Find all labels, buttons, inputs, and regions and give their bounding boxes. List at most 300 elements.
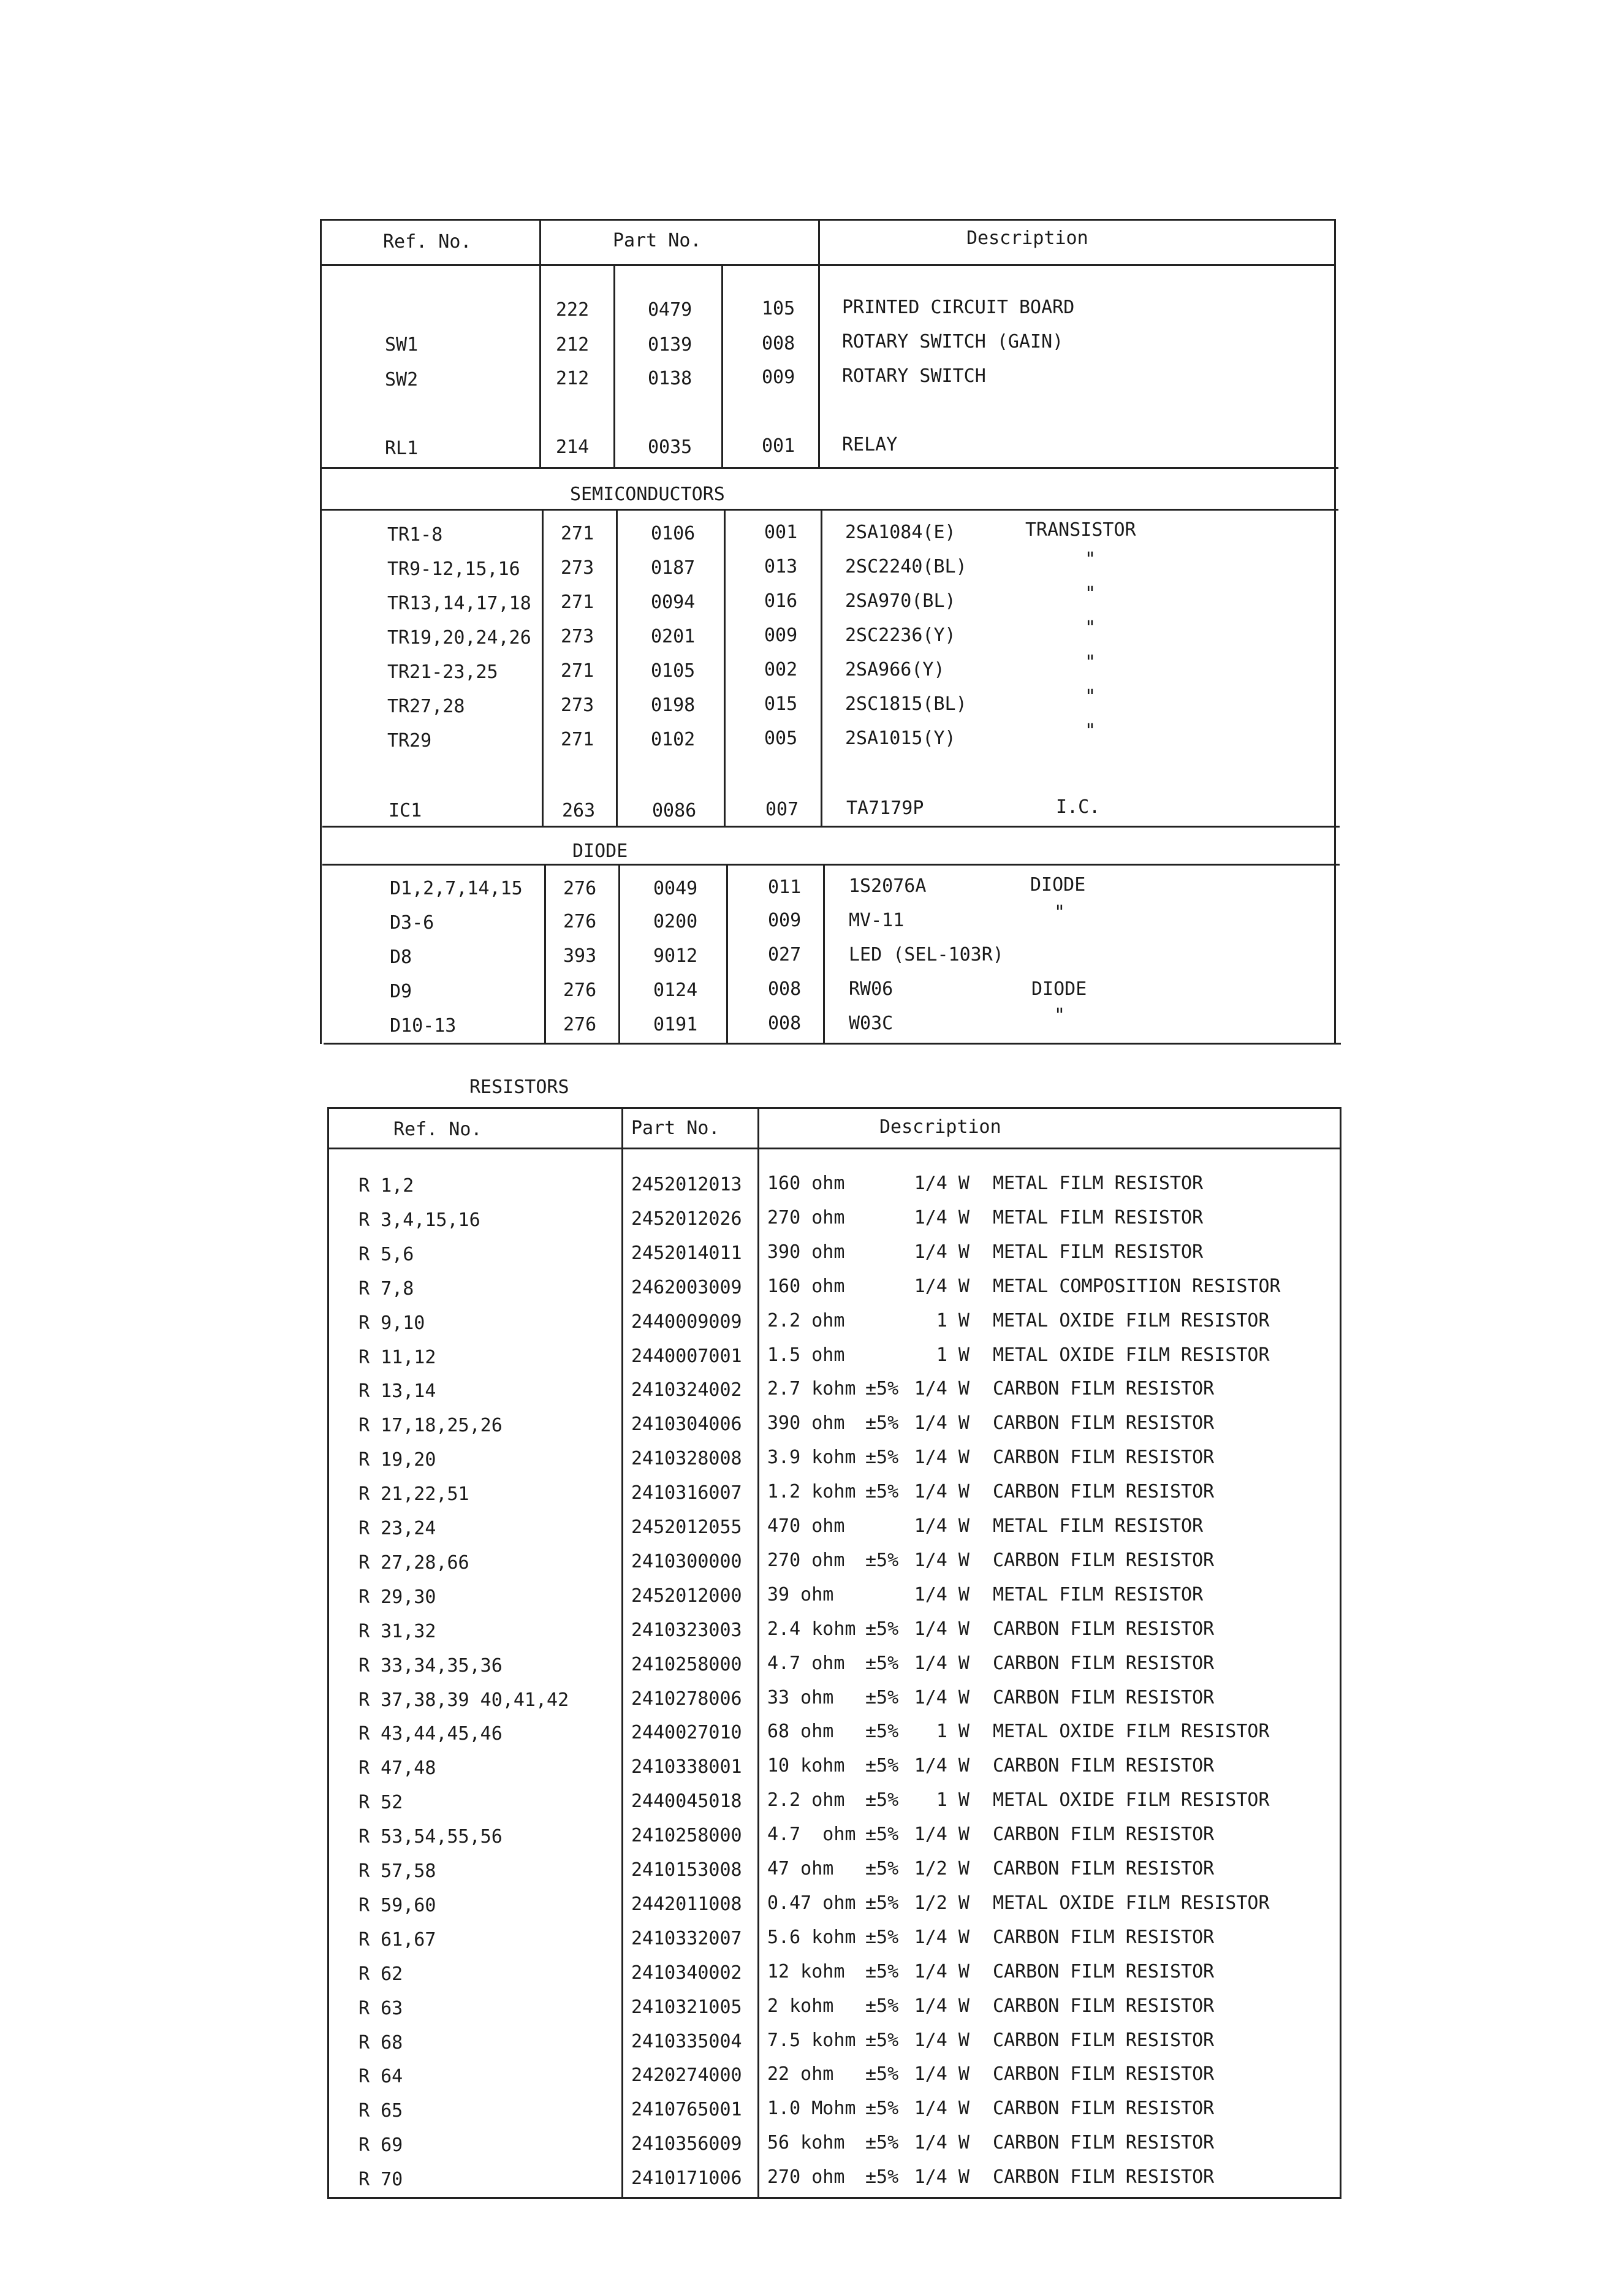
ref-cell: TR1-8	[387, 524, 443, 546]
header-ref-no: Ref. No.	[383, 231, 472, 253]
tolerance-cell: ±5%	[865, 2166, 899, 2188]
value-cell: 7.5 kohm	[767, 2030, 856, 2051]
part-cell-3: 001	[762, 435, 795, 457]
parts-table-top-rule	[320, 219, 1336, 221]
value-cell: 33 ohm	[767, 1687, 834, 1708]
ref-cell: R 59,60	[359, 1895, 436, 1916]
part-cell-3: 105	[762, 298, 795, 319]
description-cell: CARBON FILM RESISTOR	[993, 1653, 1215, 1674]
part-cell-2: 0479	[648, 299, 692, 321]
part-cell-1: 212	[556, 334, 590, 356]
tolerance-cell: ±5%	[865, 1447, 899, 1468]
value-cell: 2 kohm	[767, 1995, 834, 2017]
parts-table	[0, 0, 1624, 1054]
tolerance-cell: ±5%	[865, 1961, 899, 1982]
tolerance-cell: ±5%	[865, 1618, 899, 1640]
desc-cell: 1S2076A	[849, 875, 927, 897]
wattage-cell: 1/4 W	[914, 1550, 969, 1571]
col-divider-ref-part	[544, 864, 546, 1044]
ref-cell: RL1	[385, 438, 419, 459]
description-cell: METAL OXIDE FILM RESISTOR	[993, 1310, 1270, 1331]
wattage-cell: 1/4 W	[914, 1481, 969, 1502]
resistors-col-divider-part-desc	[757, 1107, 759, 2198]
part-cell-3: 015	[764, 693, 798, 715]
part-number-cell: 2420274000	[631, 2065, 742, 2086]
part-cell-1: 273	[561, 695, 594, 716]
col-divider-part-desc	[821, 509, 822, 826]
tolerance-cell: ±5%	[865, 2063, 899, 2085]
resistors-header-rule	[327, 1148, 1341, 1149]
col-divider-ref-part	[542, 509, 544, 826]
ref-cell: SW2	[385, 369, 419, 390]
description-cell: CARBON FILM RESISTOR	[993, 1755, 1215, 1776]
ref-cell: R 13,14	[359, 1380, 436, 1402]
wattage-cell: 1/4 W	[914, 1961, 969, 1982]
part-cell-1: 273	[561, 626, 594, 647]
part-number-cell: 2410328008	[631, 1448, 742, 1469]
part-cell-2: 0201	[651, 626, 696, 647]
part-cell-1: 212	[556, 368, 590, 389]
ref-cell: D8	[390, 946, 412, 968]
tolerance-cell: ±5%	[865, 1378, 899, 1399]
tolerance-cell: ±5%	[865, 1858, 899, 1879]
ref-cell: TR9-12,15,16	[387, 558, 520, 580]
part-cell-2: 0187	[651, 557, 696, 579]
value-cell: 47 ohm	[767, 1858, 834, 1879]
description-cell: METAL FILM RESISTOR	[993, 1241, 1204, 1263]
col-divider-part-sub2	[721, 264, 723, 468]
ref-cell: R 1,2	[359, 1175, 414, 1197]
tolerance-cell: ±5%	[865, 2132, 899, 2153]
part-cell-1: 271	[561, 523, 594, 544]
value-cell: 22 ohm	[767, 2063, 834, 2085]
part-number-cell: 2410338001	[631, 1756, 742, 1778]
part-cell-2: 0094	[651, 592, 696, 613]
part-number-cell: 2442011008	[631, 1894, 742, 1915]
header-description: Description	[966, 227, 1088, 249]
description-cell: CARBON FILM RESISTOR	[993, 1995, 1215, 2017]
value-cell: 1.5 ohm	[767, 1344, 845, 1366]
part-number-cell: 2440007001	[631, 1346, 742, 1367]
value-cell: 1.2 kohm	[767, 1481, 856, 1502]
part-cell-3: 005	[764, 728, 798, 749]
resistors-header-part-no: Part No.	[631, 1117, 720, 1139]
wattage-cell: 1/4 W	[914, 1584, 969, 1605]
ref-cell: R 53,54,55,56	[359, 1826, 503, 1848]
part-number-cell: 2440045018	[631, 1791, 742, 1812]
value-cell: 390 ohm	[767, 1412, 845, 1434]
resistors-col-divider-ref-part	[621, 1107, 623, 2198]
ref-cell: D9	[390, 981, 412, 1002]
part-cell-1: 276	[563, 911, 597, 932]
part-cell-3: 001	[764, 522, 798, 543]
ref-cell: TR29	[387, 730, 432, 752]
description-cell: CARBON FILM RESISTOR	[993, 2063, 1215, 2085]
col-divider-part-sub1	[616, 509, 618, 826]
part-cell-2: 0198	[651, 695, 696, 716]
resistors-bottom-rule	[327, 2197, 1341, 2199]
diode-bottom-rule	[322, 864, 1340, 866]
ditto-mark: "	[1085, 686, 1096, 707]
wattage-cell: 1/4 W	[914, 1447, 969, 1468]
part-cell-2: 0105	[651, 660, 696, 682]
desc-cell: W03C	[849, 1013, 894, 1034]
value-cell: 160 ohm	[767, 1173, 845, 1194]
part-number-cell: 2410153008	[631, 1859, 742, 1881]
resistors-header-description: Description	[879, 1116, 1001, 1138]
part-number-cell: 2440027010	[631, 1722, 742, 1743]
value-cell: 3.9 kohm	[767, 1447, 856, 1468]
tolerance-cell: ±5%	[865, 1995, 899, 2017]
ref-cell: TR27,28	[387, 696, 465, 717]
ref-cell: R 62	[359, 1963, 403, 1985]
description-cell: CARBON FILM RESISTOR	[993, 1858, 1215, 1879]
value-cell: 470 ohm	[767, 1515, 845, 1537]
description-cell: METAL OXIDE FILM RESISTOR	[993, 1789, 1270, 1811]
part-cell-2: 0049	[653, 878, 698, 899]
ref-cell: R 31,32	[359, 1621, 436, 1642]
type-cell: I.C.	[1056, 796, 1101, 818]
wattage-cell: 1/4 W	[914, 1995, 969, 2017]
value-cell: 39 ohm	[767, 1584, 834, 1605]
tolerance-cell: ±5%	[865, 1481, 899, 1502]
ref-cell: R 47,48	[359, 1757, 436, 1779]
wattage-cell: 1/4 W	[914, 1618, 969, 1640]
value-cell: 68 ohm	[767, 1721, 834, 1742]
semiconductors-top-rule	[321, 467, 1338, 469]
type-cell: TRANSISTOR	[1025, 519, 1136, 541]
col-divider-part-desc	[823, 864, 825, 1044]
part-cell-2: 0138	[648, 368, 692, 389]
part-cell-3: 009	[764, 625, 798, 646]
desc-cell: 2SA1084(E)	[845, 522, 956, 543]
part-cell-2: 9012	[653, 945, 698, 967]
description-cell: METAL COMPOSITION RESISTOR	[993, 1276, 1281, 1297]
description-cell: CARBON FILM RESISTOR	[993, 1927, 1215, 1948]
col-divider-part-sub2	[726, 864, 728, 1044]
part-cell-2: 0191	[653, 1014, 698, 1035]
ref-cell: IC1	[389, 800, 422, 821]
part-cell-3: 007	[765, 799, 799, 820]
description-cell: METAL FILM RESISTOR	[993, 1207, 1204, 1228]
desc-cell: ROTARY SWITCH	[842, 365, 986, 387]
description-cell: CARBON FILM RESISTOR	[993, 1550, 1215, 1571]
header-part-no: Part No.	[613, 230, 702, 251]
description-cell: CARBON FILM RESISTOR	[993, 1378, 1215, 1399]
part-cell-3: 008	[768, 978, 802, 1000]
part-cell-1: 276	[563, 1014, 597, 1035]
part-number-cell: 2452012013	[631, 1174, 742, 1195]
value-cell: 0.47 ohm	[767, 1892, 856, 1914]
part-number-cell: 2410258000	[631, 1825, 742, 1846]
wattage-cell: 1/4 W	[914, 1378, 969, 1399]
wattage-cell: 1/2 W	[914, 1858, 969, 1879]
part-number-cell: 2410356009	[631, 2133, 742, 2155]
ref-cell: R 70	[359, 2169, 403, 2190]
desc-cell: LED (SEL-103R)	[849, 944, 1004, 965]
col-divider-part-sub1	[618, 864, 620, 1044]
ref-cell: R 63	[359, 1998, 403, 2019]
wattage-cell: 1/4 W	[914, 1173, 969, 1194]
parts-table-left-border	[320, 219, 322, 1044]
part-cell-1: 271	[561, 660, 594, 682]
part-number-cell: 2410324002	[631, 1379, 742, 1401]
tolerance-cell: ±5%	[865, 1892, 899, 1914]
ref-cell: R 19,20	[359, 1449, 436, 1471]
value-cell: 1.0 Mohm	[767, 2098, 856, 2119]
desc-cell: 2SA1015(Y)	[845, 728, 956, 749]
wattage-cell: 1/4 W	[914, 2030, 969, 2051]
section-label-diode: DIODE	[572, 840, 628, 862]
ref-cell: R 57,58	[359, 1860, 436, 1882]
wattage-cell: 1/4 W	[914, 1755, 969, 1776]
part-cell-2: 0200	[653, 911, 698, 932]
value-cell: 12 kohm	[767, 1961, 845, 1982]
description-cell: CARBON FILM RESISTOR	[993, 1961, 1215, 1982]
part-number-cell: 2410171006	[631, 2168, 742, 2189]
ditto-mark: "	[1085, 720, 1096, 742]
ditto-mark: "	[1054, 1005, 1066, 1026]
section-label-semiconductors: SEMICONDUCTORS	[570, 484, 725, 505]
parts-table-header-rule	[320, 264, 1336, 266]
tolerance-cell: ±5%	[865, 1653, 899, 1674]
desc-cell: PRINTED CIRCUIT BOARD	[842, 297, 1075, 318]
resistors-right-border	[1340, 1107, 1341, 2198]
wattage-cell: 1/4 W	[914, 1515, 969, 1537]
ref-cell: R 27,28,66	[359, 1552, 469, 1574]
ref-cell: R 5,6	[359, 1244, 414, 1265]
part-number-cell: 2410321005	[631, 1997, 742, 2018]
col-divider-part-desc	[818, 219, 820, 468]
desc-cell: ROTARY SWITCH (GAIN)	[842, 331, 1064, 352]
ref-cell: D1,2,7,14,15	[390, 878, 523, 899]
desc-cell: RW06	[849, 978, 894, 1000]
tolerance-cell: ±5%	[865, 1412, 899, 1434]
value-cell: 2.4 kohm	[767, 1618, 856, 1640]
parts-table-bottom-rule	[324, 1043, 1341, 1045]
ref-cell: R 33,34,35,36	[359, 1655, 503, 1677]
tolerance-cell: ±5%	[865, 1721, 899, 1742]
ref-cell: R 68	[359, 2032, 403, 2054]
part-cell-3: 008	[762, 333, 795, 354]
part-number-cell: 2440009009	[631, 1311, 742, 1333]
part-cell-2: 0124	[653, 980, 698, 1001]
part-cell-3: 009	[768, 910, 802, 931]
ref-cell: R 21,22,51	[359, 1483, 469, 1505]
desc-cell: 2SC1815(BL)	[845, 693, 967, 715]
ref-cell: R 29,30	[359, 1586, 436, 1608]
description-cell: CARBON FILM RESISTOR	[993, 2166, 1215, 2188]
col-divider-ref-part	[539, 219, 541, 468]
value-cell: 270 ohm	[767, 1207, 845, 1228]
part-number-cell: 2410304006	[631, 1414, 742, 1435]
tolerance-cell: ±5%	[865, 1550, 899, 1571]
description-cell: CARBON FILM RESISTOR	[993, 1412, 1215, 1434]
value-cell: 270 ohm	[767, 2166, 845, 2188]
wattage-cell: 1/4 W	[914, 2132, 969, 2153]
desc-cell: 2SC2240(BL)	[845, 556, 967, 577]
part-number-cell: 2410332007	[631, 1928, 742, 1949]
part-number-cell: 2452012000	[631, 1585, 742, 1607]
part-cell-1: 271	[561, 729, 594, 750]
part-cell-3: 027	[768, 944, 802, 965]
wattage-cell: 1/4 W	[914, 1412, 969, 1434]
wattage-cell: 1 W	[936, 1344, 969, 1366]
description-cell: CARBON FILM RESISTOR	[993, 2098, 1215, 2119]
description-cell: METAL FILM RESISTOR	[993, 1173, 1204, 1194]
ref-cell: R 23,24	[359, 1518, 436, 1539]
ref-cell: R 37,38,39 40,41,42	[359, 1689, 569, 1711]
description-cell: METAL OXIDE FILM RESISTOR	[993, 1344, 1270, 1366]
part-number-cell: 2410258000	[631, 1654, 742, 1675]
resistors-title: RESISTORS	[469, 1076, 569, 1098]
description-cell: CARBON FILM RESISTOR	[993, 1824, 1215, 1845]
description-cell: CARBON FILM RESISTOR	[993, 2132, 1215, 2153]
wattage-cell: 1/4 W	[914, 1276, 969, 1297]
part-cell-3: 002	[764, 659, 798, 680]
desc-cell: RELAY	[842, 434, 898, 455]
ditto-mark: "	[1085, 549, 1096, 570]
part-number-cell: 2410323003	[631, 1620, 742, 1641]
value-cell: 2.2 ohm	[767, 1789, 845, 1811]
wattage-cell: 1 W	[936, 1789, 969, 1811]
ref-cell: R 69	[359, 2134, 403, 2156]
resistors-header-ref-no: Ref. No.	[393, 1119, 482, 1140]
part-cell-3: 013	[764, 556, 798, 577]
ref-cell: SW1	[385, 334, 419, 356]
value-cell: 4.7 ohm	[767, 1824, 856, 1845]
ref-cell: R 17,18,25,26	[359, 1415, 503, 1436]
type-cell: DIODE	[1030, 874, 1086, 896]
part-number-cell: 2410278006	[631, 1688, 742, 1710]
ref-cell: TR21-23,25	[387, 661, 498, 683]
tolerance-cell: ±5%	[865, 2098, 899, 2119]
wattage-cell: 1/4 W	[914, 1927, 969, 1948]
ref-cell: R 43,44,45,46	[359, 1723, 503, 1745]
desc-cell: MV-11	[849, 910, 905, 931]
part-cell-3: 008	[768, 1013, 802, 1034]
ref-cell: R 11,12	[359, 1347, 436, 1368]
part-cell-1: 393	[563, 945, 597, 967]
value-cell: 56 kohm	[767, 2132, 845, 2153]
description-cell: METAL OXIDE FILM RESISTOR	[993, 1892, 1270, 1914]
wattage-cell: 1/4 W	[914, 1687, 969, 1708]
description-cell: METAL FILM RESISTOR	[993, 1584, 1204, 1605]
part-number-cell: 2452012026	[631, 1208, 742, 1230]
desc-cell: 2SC2236(Y)	[845, 625, 956, 646]
wattage-cell: 1/4 W	[914, 1653, 969, 1674]
value-cell: 2.2 ohm	[767, 1310, 845, 1331]
description-cell: CARBON FILM RESISTOR	[993, 1687, 1215, 1708]
tolerance-cell: ±5%	[865, 1824, 899, 1845]
description-cell: CARBON FILM RESISTOR	[993, 1447, 1215, 1468]
resistors-top-rule	[327, 1107, 1341, 1109]
type-cell: DIODE	[1031, 978, 1087, 1000]
wattage-cell: 1/4 W	[914, 2098, 969, 2119]
part-cell-1: 273	[561, 557, 594, 579]
ditto-mark: "	[1085, 652, 1096, 673]
part-cell-3: 009	[762, 367, 795, 388]
ref-cell: R 7,8	[359, 1278, 414, 1300]
wattage-cell: 1/4 W	[914, 2063, 969, 2085]
ref-cell: R 65	[359, 2100, 403, 2122]
part-cell-3: 011	[768, 877, 802, 898]
part-number-cell: 2410340002	[631, 1962, 742, 1984]
value-cell: 10 kohm	[767, 1755, 845, 1776]
part-cell-1: 271	[561, 592, 594, 613]
description-cell: METAL OXIDE FILM RESISTOR	[993, 1721, 1270, 1742]
wattage-cell: 1 W	[936, 1721, 969, 1742]
value-cell: 390 ohm	[767, 1241, 845, 1263]
ref-cell: R 9,10	[359, 1312, 425, 1334]
part-cell-2: 0035	[648, 436, 692, 458]
wattage-cell: 1/4 W	[914, 1824, 969, 1845]
tolerance-cell: ±5%	[865, 1789, 899, 1811]
part-cell-2: 0106	[651, 523, 696, 544]
part-cell-2: 0139	[648, 334, 692, 356]
part-number-cell: 2462003009	[631, 1277, 742, 1298]
wattage-cell: 1/4 W	[914, 2166, 969, 2188]
wattage-cell: 1/4 W	[914, 1207, 969, 1228]
ditto-mark: "	[1054, 902, 1066, 923]
ditto-mark: "	[1085, 617, 1096, 639]
value-cell: 5.6 kohm	[767, 1927, 856, 1948]
part-number-cell: 2410765001	[631, 2099, 742, 2120]
value-cell: 160 ohm	[767, 1276, 845, 1297]
col-divider-part-sub1	[613, 264, 615, 468]
ref-cell: D10-13	[390, 1015, 457, 1037]
desc-cell: 2SA966(Y)	[845, 659, 945, 680]
tolerance-cell: ±5%	[865, 2030, 899, 2051]
part-cell-1: 214	[556, 436, 590, 458]
parts-table-right-border	[1334, 219, 1336, 1044]
part-number-cell: 2452012055	[631, 1517, 742, 1538]
value-cell: 2.7 kohm	[767, 1378, 856, 1399]
part-number-cell: 2410316007	[631, 1482, 742, 1504]
part-cell-2: 0102	[651, 729, 696, 750]
description-cell: CARBON FILM RESISTOR	[993, 1618, 1215, 1640]
wattage-cell: 1/4 W	[914, 1241, 969, 1263]
tolerance-cell: ±5%	[865, 1927, 899, 1948]
ref-cell: D3-6	[390, 912, 434, 934]
ref-cell: R 52	[359, 1792, 403, 1813]
part-cell-3: 016	[764, 590, 798, 612]
semiconductors-bottom-rule	[321, 509, 1338, 511]
description-cell: METAL FILM RESISTOR	[993, 1515, 1204, 1537]
ref-cell: TR13,14,17,18	[387, 593, 531, 614]
ditto-mark: "	[1085, 583, 1096, 604]
part-cell-1: 222	[556, 299, 590, 321]
description-cell: CARBON FILM RESISTOR	[993, 1481, 1215, 1502]
part-number-cell: 2410335004	[631, 2031, 742, 2052]
part-cell-1: 276	[563, 878, 597, 899]
part-cell-2: 0086	[652, 800, 697, 821]
ref-cell: R 64	[359, 2066, 403, 2087]
col-divider-part-sub2	[724, 509, 726, 826]
value-cell: 4.7 ohm	[767, 1653, 845, 1674]
desc-cell: 2SA970(BL)	[845, 590, 956, 612]
wattage-cell: 1 W	[936, 1310, 969, 1331]
ref-cell: TR19,20,24,26	[387, 627, 531, 649]
part-cell-1: 263	[562, 800, 596, 821]
description-cell: CARBON FILM RESISTOR	[993, 2030, 1215, 2051]
ref-cell: R 3,4,15,16	[359, 1209, 480, 1231]
ref-cell: R 61,67	[359, 1929, 436, 1951]
part-cell-1: 276	[563, 980, 597, 1001]
wattage-cell: 1/2 W	[914, 1892, 969, 1914]
desc-cell: TA7179P	[846, 798, 924, 819]
part-number-cell: 2452014011	[631, 1243, 742, 1264]
